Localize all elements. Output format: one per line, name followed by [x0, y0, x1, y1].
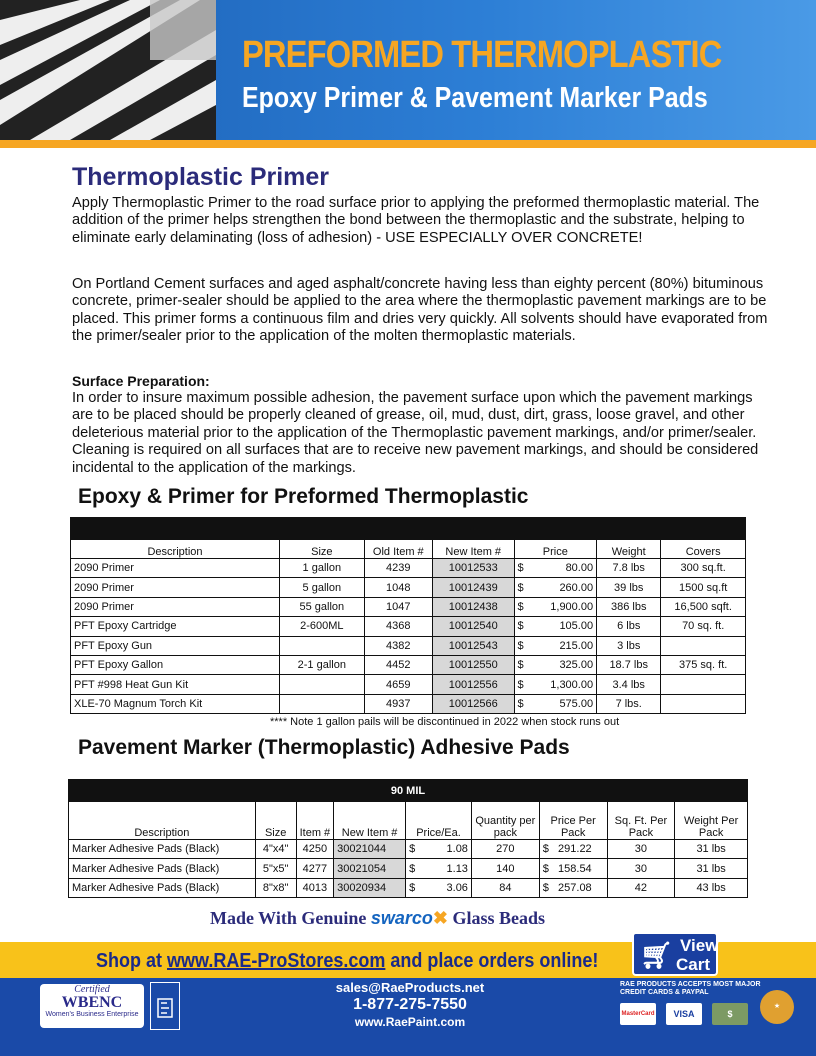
table-row [71, 675, 746, 694]
column-header: Sq. Ft. Per Pack [607, 802, 675, 840]
cell-price-each [406, 840, 472, 859]
shop-text-pre: Shop at [96, 950, 168, 972]
currency-symbol: $ [517, 659, 524, 672]
cell-weight: 31 lbs [675, 840, 748, 859]
cell-weight: 386 lbs [597, 597, 661, 616]
column-header: Price Per Pack [539, 802, 607, 840]
epoxy-table [70, 517, 746, 714]
cell-size [280, 694, 365, 713]
cell-price [514, 578, 597, 597]
column-header: Weight Per Pack [675, 802, 748, 840]
header-title: PREFORMED THERMOPLASTIC [242, 34, 722, 76]
cell-covers: 1500 sq.ft [661, 578, 746, 597]
price-value: 80.00 [565, 562, 594, 575]
table-row [71, 694, 746, 713]
cell-size [280, 675, 365, 694]
cell-new-item: 30021054 [334, 859, 406, 878]
cell-quantity: 140 [471, 859, 539, 878]
view-cart-button[interactable] [632, 932, 718, 976]
price-value: 105.00 [559, 620, 594, 633]
surface-prep-paragraph: In order to insure maximum possible adhesion, the pavement surface upon which the pavement markings are to be placed should be properly cleaned of grease, oil, mud, dust, dirt, grass, loose gravel, and other deleterious material prior to the application of the Thermoplastic pavement markings, and/or primer/sealer. Cleaning is required on all surfaces that are to receive new pavement markings, and should be considered incidental to the application of the markings. [72, 390, 759, 476]
header-subtitle: Epoxy Primer & Pavement Marker Pads [242, 82, 708, 114]
table-row [69, 840, 748, 859]
price-value: 257.08 [558, 881, 592, 894]
cell-price [514, 559, 597, 578]
column-header: Size [255, 802, 296, 840]
price-value: 3.06 [446, 881, 468, 894]
cell-old-item: 1047 [364, 597, 432, 616]
cell-old-item: 4452 [364, 655, 432, 674]
table-row [71, 578, 746, 597]
paypal-seal-icon: ★ [760, 990, 794, 1024]
cell-old-item: 4382 [364, 636, 432, 655]
made-with-banner [210, 908, 545, 929]
price-value: 1,900.00 [550, 600, 594, 613]
cell-price-each [406, 878, 472, 897]
cell-description: PFT Epoxy Gallon [71, 655, 280, 674]
section-title-primer: Thermoplastic Primer [72, 163, 330, 191]
cell-weight: 18.7 lbs [597, 655, 661, 674]
cell-sqft: 42 [607, 878, 675, 897]
cart-label-2: Cart [676, 955, 711, 974]
cell-new-item: 10012566 [432, 694, 514, 713]
column-header: Size [280, 540, 365, 559]
cell-price [514, 655, 597, 674]
cell-description: 2090 Primer [71, 597, 280, 616]
table-row [71, 617, 746, 636]
cell-description: XLE-70 Magnum Torch Kit [71, 694, 280, 713]
wbenc-certified: Certified [74, 984, 110, 995]
shopping-cart-icon: 🛒︎ [640, 940, 674, 970]
cell-price [514, 597, 597, 616]
table-row [71, 597, 746, 616]
bbb-logo [150, 982, 180, 1030]
column-header: Description [69, 802, 256, 840]
cell-old-item: 4937 [364, 694, 432, 713]
visa-icon: VISA [666, 1003, 702, 1025]
pads-table [68, 779, 748, 898]
table-row [71, 559, 746, 578]
column-header: New Item # [432, 540, 514, 559]
cell-description: PFT Epoxy Gun [71, 636, 280, 655]
cell-covers: 300 sq.ft. [661, 559, 746, 578]
currency-symbol: $ [409, 862, 416, 875]
price-value: 1.13 [446, 862, 468, 875]
column-header: Price/Ea. [406, 802, 472, 840]
price-value: 291.22 [558, 843, 592, 856]
header-banner [0, 0, 816, 140]
currency-symbol: $ [542, 843, 549, 856]
cell-size: 8"x8" [255, 878, 296, 897]
glass-beads-text: Glass Beads [452, 908, 546, 928]
column-header: Covers [661, 540, 746, 559]
cell-description: 2090 Primer [71, 559, 280, 578]
cell-price [514, 694, 597, 713]
table-row [71, 636, 746, 655]
cell-description: Marker Adhesive Pads (Black) [69, 840, 256, 859]
table-banner [69, 780, 748, 802]
column-header: Description [71, 540, 280, 559]
cell-description: 2090 Primer [71, 578, 280, 597]
cell-new-item: 30020934 [334, 878, 406, 897]
primer-paragraph-1: Apply Thermoplastic Primer to the road surface prior to applying the preformed thermoplastic material. The addition of the primer helps strengthen the bond between the thermoplastic and the substrate, helping to eliminate early delaminating (loss of adhesion) - USE ESPECIALLY OVER CONCRETE! [72, 195, 760, 246]
cell-size: 5 gallon [280, 578, 365, 597]
cell-weight: 3.4 lbs [597, 675, 661, 694]
cell-covers: 16,500 sqft. [661, 597, 746, 616]
surface-prep-heading: Surface Preparation: [72, 373, 210, 389]
mastercard-icon: MasterCard [620, 1003, 656, 1025]
header-accent-bar [0, 140, 816, 148]
made-with-text: Made With Genuine [210, 908, 367, 928]
table-row [69, 878, 748, 897]
cell-sqft: 30 [607, 859, 675, 878]
price-value: 260.00 [559, 581, 594, 594]
cell-price [514, 617, 597, 636]
cart-label-1: View [680, 936, 719, 955]
cell-new-item: 10012543 [432, 636, 514, 655]
currency-symbol: $ [542, 862, 549, 875]
cell-size [280, 636, 365, 655]
epoxy-table-title: Epoxy & Primer for Preformed Thermoplastic [78, 485, 529, 508]
price-value: 158.54 [558, 862, 592, 875]
currency-symbol: $ [409, 843, 416, 856]
cell-old-item: 4239 [364, 559, 432, 578]
cell-size: 5"x5" [255, 859, 296, 878]
wbenc-logo [40, 984, 144, 1028]
column-header: Old Item # [364, 540, 432, 559]
cell-price-each [406, 859, 472, 878]
currency-symbol: $ [542, 881, 549, 894]
cell-price [514, 636, 597, 655]
cell-price [514, 675, 597, 694]
currency-symbol: $ [517, 697, 524, 710]
column-header: New Item # [334, 802, 406, 840]
cell-new-item: 10012540 [432, 617, 514, 636]
cell-description: PFT Epoxy Cartridge [71, 617, 280, 636]
cell-weight: 7.8 lbs [597, 559, 661, 578]
cell-covers [661, 675, 746, 694]
table-header-row [71, 540, 746, 559]
cell-new-item: 10012533 [432, 559, 514, 578]
cell-size: 2-600ML [280, 617, 365, 636]
cell-new-item: 10012439 [432, 578, 514, 597]
table-row [69, 859, 748, 878]
cell-covers: 70 sq. ft. [661, 617, 746, 636]
cash-icon: $ [712, 1003, 748, 1025]
cell-new-item: 10012556 [432, 675, 514, 694]
website-link[interactable]: www.RaePaint.com [354, 1015, 466, 1029]
price-value: 325.00 [559, 659, 594, 672]
cell-quantity: 270 [471, 840, 539, 859]
cell-description: PFT #998 Heat Gun Kit [71, 675, 280, 694]
table-banner [71, 518, 746, 540]
cell-weight: 39 lbs [597, 578, 661, 597]
cell-size: 1 gallon [280, 559, 365, 578]
shop-message [96, 950, 598, 973]
cell-old-item: 1048 [364, 578, 432, 597]
table-header-row [69, 802, 748, 840]
cell-pack-price [539, 878, 607, 897]
cell-quantity: 84 [471, 878, 539, 897]
cell-size: 4"x4" [255, 840, 296, 859]
price-value: 215.00 [559, 639, 594, 652]
pads-table-title: Pavement Marker (Thermoplastic) Adhesive Pads [78, 736, 570, 759]
swarco-logo: swarco [370, 908, 433, 928]
cell-covers [661, 694, 746, 713]
cell-weight: 7 lbs. [597, 694, 661, 713]
currency-symbol: $ [517, 562, 524, 575]
price-value: 575.00 [559, 697, 594, 710]
column-header: Weight [597, 540, 661, 559]
price-value: 1.08 [446, 843, 468, 856]
price-value: 1,300.00 [550, 678, 594, 691]
cell-weight: 3 lbs [597, 636, 661, 655]
cell-covers [661, 636, 746, 655]
cell-description: Marker Adhesive Pads (Black) [69, 878, 256, 897]
cell-new-item: 10012438 [432, 597, 514, 616]
cell-new-item: 30021044 [334, 840, 406, 859]
primer-paragraph-2: On Portland Cement surfaces and aged asphalt/concrete having less than eighty percent (80%) bituminous concrete, primer-sealer should be applied to the area where the thermoplastic pavement markings are to be placed. This primer forms a continuous film and dries very quickly. All solvents should have evaporated from the primer/sealer prior to the application of the molten thermoplastic materials. [72, 276, 768, 345]
discontinue-note: **** Note 1 gallon pails will be discontinued in 2022 when stock runs out [270, 716, 620, 728]
wbenc-name: WBENC [61, 994, 123, 1011]
shop-text-post: and place orders online! [385, 950, 599, 972]
cell-size: 2-1 gallon [280, 655, 365, 674]
cell-pack-price [539, 859, 607, 878]
cell-item: 4277 [296, 859, 334, 878]
credit-card-note: RAE PRODUCTS ACCEPTS MOST MAJOR CREDIT CARDS & PAYPAL [620, 981, 761, 996]
crosswalk-photo [0, 0, 216, 140]
cell-pack-price [539, 840, 607, 859]
mil-banner: 90 MIL [69, 780, 748, 802]
column-header: Quantity per pack [471, 802, 539, 840]
currency-symbol: $ [409, 881, 416, 894]
column-header: Price [514, 540, 597, 559]
cell-size: 55 gallon [280, 597, 365, 616]
phone-number[interactable]: 1-877-275-7550 [353, 996, 467, 1013]
cell-item: 4250 [296, 840, 334, 859]
currency-symbol: $ [517, 620, 524, 633]
cell-old-item: 4659 [364, 675, 432, 694]
cell-weight: 31 lbs [675, 859, 748, 878]
table-row [71, 655, 746, 674]
currency-symbol: $ [517, 581, 524, 594]
email-link[interactable]: sales@RaeProducts.net [335, 980, 485, 995]
currency-symbol: $ [517, 600, 524, 613]
wbenc-caption: Women's Business Enterprise [45, 1011, 139, 1018]
cell-weight: 6 lbs [597, 617, 661, 636]
cell-sqft: 30 [607, 840, 675, 859]
cell-new-item: 10012550 [432, 655, 514, 674]
cell-weight: 43 lbs [675, 878, 748, 897]
currency-symbol: $ [517, 678, 524, 691]
swarco-x-icon: ✖ [432, 908, 448, 928]
cell-old-item: 4368 [364, 617, 432, 636]
cell-covers: 375 sq. ft. [661, 655, 746, 674]
cell-item: 4013 [296, 878, 334, 897]
cell-description: Marker Adhesive Pads (Black) [69, 859, 256, 878]
shop-link[interactable]: www.RAE-ProStores.com [167, 950, 386, 972]
column-header: Item # [296, 802, 334, 840]
currency-symbol: $ [517, 639, 524, 652]
